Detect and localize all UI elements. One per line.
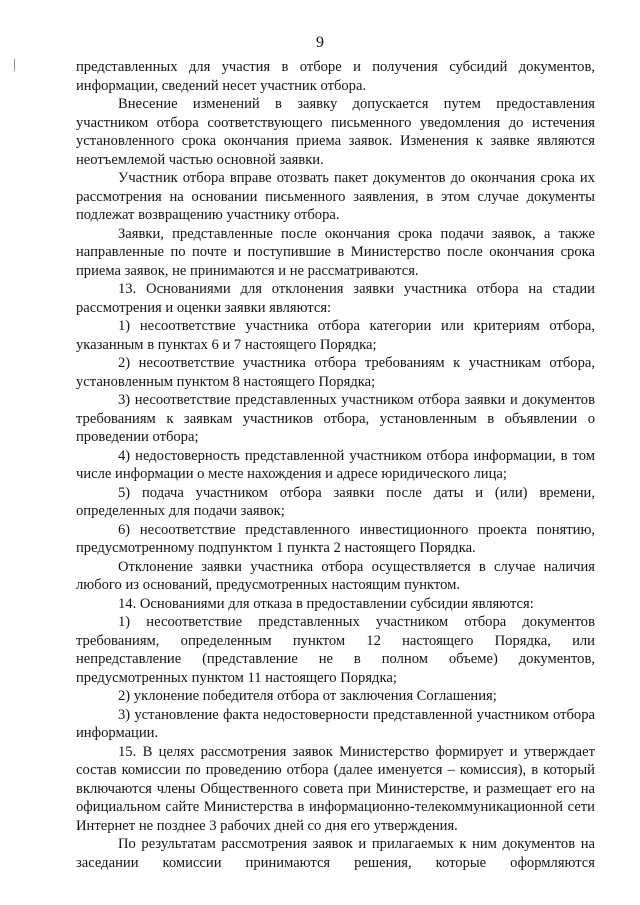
- paragraph-clause-14: 14. Основаниями для отказа в предоставлении субсидии являются:: [118, 595, 534, 612]
- page-body: [76, 58, 595, 872]
- page-number: 9: [316, 34, 324, 51]
- list-item: 3) несоответствие представленных участником отбора заявки и документов требованиям к заявкам участников отбора, установленным в объявлении о проведении отбора;: [76, 392, 595, 445]
- list-item: 1) несоответствие представленных участником отбора документов требованиям, определенным пунктом 12 настоящего Порядка, или непредставление (представление не в полном объеме) документов, предусмотренных пунктом 11 настоящего Порядка;: [76, 614, 595, 686]
- scan-artifact: [14, 59, 15, 71]
- paragraph-withdrawal: Участник отбора вправе отозвать пакет документов до окончания срока их рассмотрения на основании письменного заявления, в этом случае документы подлежат возвращению участнику отбора.: [76, 170, 595, 223]
- list-item: 1) несоответствие участника отбора категории или критериям отбора, указанным в пунктах 6 и 7 настоящего Порядка;: [76, 318, 595, 353]
- paragraph-rejection-note: Отклонение заявки участника отбора осуществляется в случае наличия любого из оснований, предусмотренных настоящим пунктом.: [76, 558, 595, 593]
- list-item: 3) установление факта недостоверности представленной участником отбора информации.: [76, 706, 595, 741]
- list-item: 6) несоответствие представленного инвестиционного проекта понятию, предусмотренному подпунктом 1 пункта 2 настоящего Порядка.: [76, 521, 595, 556]
- list-item: 2) несоответствие участника отбора требованиям к участникам отбора, установленным пунктом 8 настоящего Порядка;: [76, 355, 595, 390]
- paragraph-clause-13: 13. Основаниями для отклонения заявки участника отбора на стадии рассмотрения и оценки заявки являются:: [76, 281, 595, 316]
- paragraph-late-applications: Заявки, представленные после окончания срока подачи заявок, а также направленные по почте и поступившие в Министерство после окончания срока приема заявок, не принимаются и не рассматриваются.: [76, 225, 595, 279]
- paragraph-application-changes: Внесение изменений в заявку допускается путем предоставления участником отбора соответствующего письменного уведомления до истечения установленного срока окончания приема заявок. Изменения к заявке являются неотъемлемой частью основной заявки.: [76, 96, 595, 168]
- list-item: 4) недостоверность представленной участником отбора информации, в том числе информации о месте нахождения и адресе юридического лица;: [76, 447, 595, 482]
- paragraph-review-results: По результатам рассмотрения заявок и прилагаемых к ним документов на заседании комиссии принимаются решения, которые оформляются: [76, 836, 595, 871]
- paragraph-continuation: представленных для участия в отборе и получения субсидий документов, информации, сведений несет участник отбора.: [76, 59, 595, 94]
- list-item: 5) подача участником отбора заявки после даты и (или) времени, определенных для подачи заявок;: [76, 484, 595, 519]
- list-item: 2) уклонение победителя отбора от заключения Соглашения;: [118, 688, 497, 704]
- paragraph-clause-15: 15. В целях рассмотрения заявок Министерство формирует и утверждает состав комиссии по проведению отбора (далее именуется – комиссия), в который включаются члены Общественного совета при Министерстве, и размещает его на официальном сайте Министерства в информационно-телекоммуникационной сети Интернет не позднее 3 рабочих дней со дня его утверждения.: [76, 743, 595, 834]
